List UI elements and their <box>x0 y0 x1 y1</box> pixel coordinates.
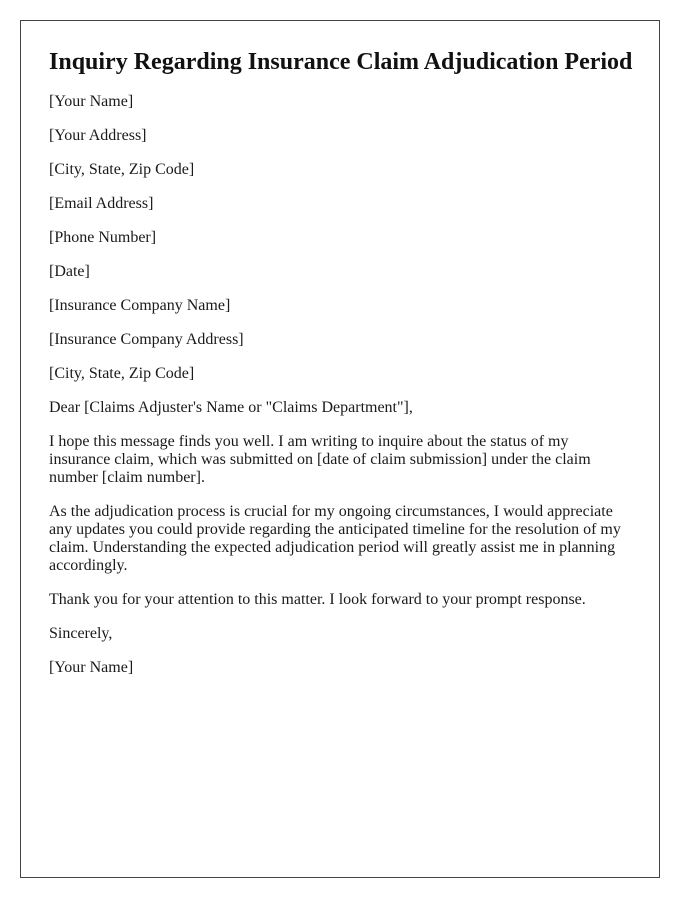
letter-date: [Date] <box>49 263 90 280</box>
sender-name: [Your Name] <box>49 93 134 110</box>
recipient-company-address: [Insurance Company Address] <box>49 331 244 348</box>
body-paragraph: As the adjudication process is crucial for my ongoing circumstances, I would appreciate any updates you could provide regarding the anticipated timeline for the resolution of my claim. Understanding the expected adjudication period will greatly assist me in planning accordingly. <box>49 503 621 574</box>
body-paragraph: I hope this message finds you well. I am writing to inquire about the status of my insurance claim, which was submitted on [date of claim submission] under the claim number [claim number]. <box>49 433 591 486</box>
letter-page <box>20 20 660 878</box>
body-paragraph: Thank you for your attention to this matter. I look forward to your prompt response. <box>49 591 586 608</box>
letter-title: Inquiry Regarding Insurance Claim Adjudication Period <box>49 49 633 75</box>
sender-phone: [Phone Number] <box>49 229 157 246</box>
recipient-company-name: [Insurance Company Name] <box>49 297 231 314</box>
salutation: Dear [Claims Adjuster's Name or "Claims Department"], <box>49 399 413 416</box>
recipient-city-state-zip: [City, State, Zip Code] <box>49 365 195 382</box>
sender-email: [Email Address] <box>49 195 154 212</box>
sender-address: [Your Address] <box>49 127 147 144</box>
signature-name: [Your Name] <box>49 659 134 676</box>
closing: Sincerely, <box>49 625 113 642</box>
sender-city-state-zip: [City, State, Zip Code] <box>49 161 195 178</box>
